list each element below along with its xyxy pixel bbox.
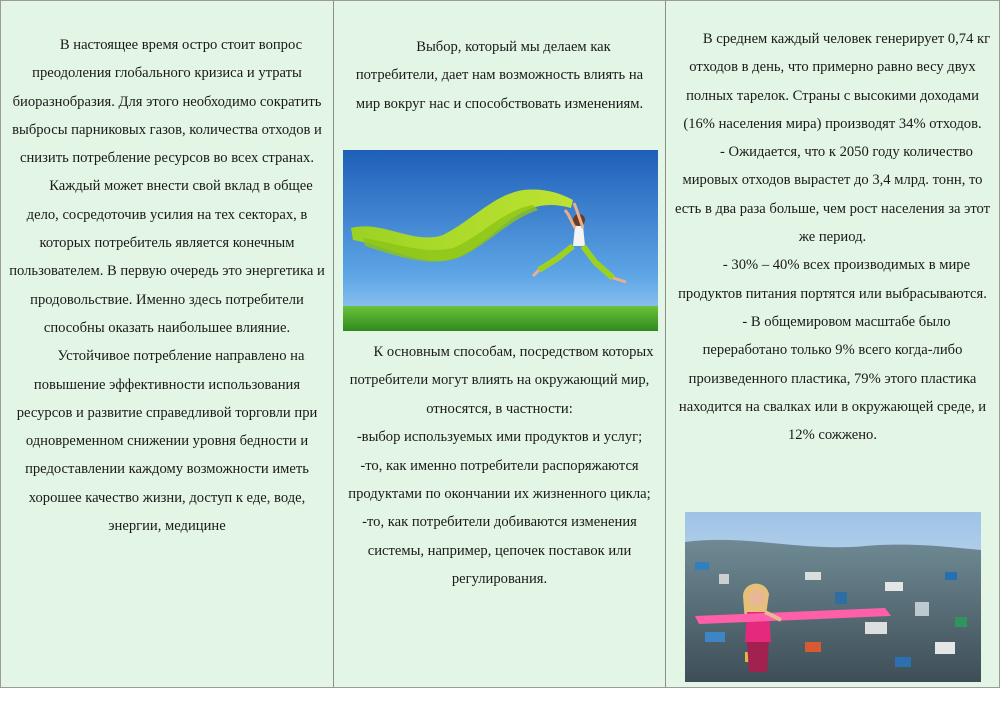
way-choice-of-products: -выбор используемых ими продуктов и услуг; — [356, 429, 643, 446]
facts-text — [672, 25, 993, 449]
ways-text — [344, 338, 655, 594]
intro-text — [348, 33, 651, 118]
panel-left-text — [9, 31, 325, 540]
fact-plastic-recycling: - В общемировом масштабе было переработано только 9% всего когда-либо произведенного пластика, 79% этого пластика находится на свалках или в окружающей среде, и 12% сожжено. — [678, 313, 987, 444]
paragraph-sustainable-text: Устойчивое потребление направлено на повышение эффективности использования ресурсов и развитие справедливой торговли при одновременном снижении уровня бедности и предоставлении каждому возможности иметь хорошее качество жизни, доступ к еде, воде, энергии, медицине — [16, 348, 318, 535]
fact-food-waste: - 30% – 40% всех производимых в мире продуктов питания портятся или выбрасываются. — [678, 257, 987, 302]
jumping-woman-photo — [343, 150, 658, 331]
panel-middle — [334, 1, 666, 687]
ways-intro: К основным способам, посредством которых потребители могут влиять на окружающий мир, относятся, в частности: — [349, 344, 654, 417]
fact-waste-per-person: В среднем каждый человек генерирует 0,74 кг отходов в день, что примерно равно весу двух полных тарелок. Страны с высокими доходами (16% населения мира) производят 34% отходов. — [683, 31, 991, 132]
panel-right — [666, 1, 999, 687]
intro-text-content: Выбор, который мы делаем как потребители, дает нам возможность влиять на мир вокруг нас и способствовать изменениям. — [355, 39, 644, 112]
paragraph-crisis-text: В настоящее время остро стоит вопрос преодоления глобального кризиса и утраты биоразнобразия. Для этого необходимо сократить выбросы парниковых газов, количества отходов и снизить потребление ресурсов во всех странах. — [12, 37, 322, 167]
paragraph-contribution — [9, 172, 325, 342]
way-system-change: -то, как потребители добиваются изменения системы, например, цепочек поставок или регулирования. — [362, 514, 637, 588]
paragraph-contribution-text: Каждый может внести свой вклад в общее дело, сосредоточив усилия на тех секторах, в которых потребитель является конечным пользователем. В первую очередь это энергетика и продовольствие. Именно здесь потребители способны оказать наибольшее влияние. — [9, 178, 325, 336]
paragraph-sustainable — [9, 342, 325, 540]
landfill-image — [685, 512, 981, 682]
landfill-photo — [685, 512, 981, 682]
paragraph-crisis — [9, 31, 325, 172]
way-product-disposal: -то, как именно потребители распоряжаются продуктами по окончании их жизненного цикла; — [348, 457, 651, 503]
jumping-woman-image — [343, 150, 658, 331]
panel-left — [1, 1, 334, 687]
fact-waste-2050: - Ожидается, что к 2050 году количество мировых отходов вырастет до 3,4 млрд. тонн, то есть в два раза больше, чем рост населения за этот же период. — [674, 144, 991, 246]
